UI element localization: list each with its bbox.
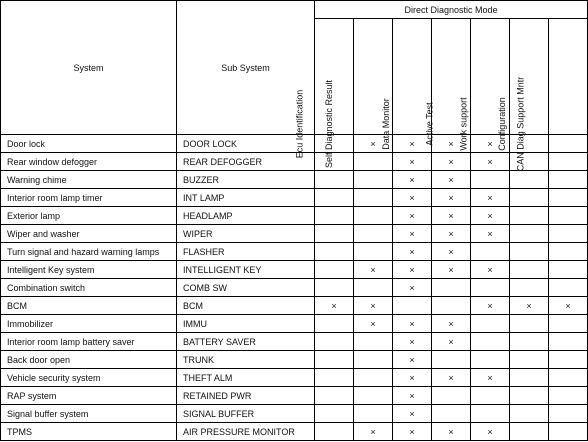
support-mark: × <box>432 261 471 279</box>
empty-cell <box>510 261 549 279</box>
support-mark: × <box>393 405 432 423</box>
system-cell: Door lock <box>1 135 177 153</box>
system-cell: Wiper and washer <box>1 225 177 243</box>
empty-cell <box>510 333 549 351</box>
empty-cell <box>315 135 354 153</box>
system-cell: TPMS <box>1 423 177 441</box>
support-mark: × <box>393 153 432 171</box>
table-row <box>1 279 588 297</box>
mode-header-label: Active Test <box>424 102 435 146</box>
mode-header-label: Ecu Identification <box>294 89 305 159</box>
support-mark: × <box>432 153 471 171</box>
support-mark: × <box>471 207 510 225</box>
empty-cell <box>315 207 354 225</box>
empty-cell <box>393 297 432 315</box>
empty-cell <box>549 171 588 189</box>
sub-system-cell: BUZZER <box>177 171 315 189</box>
empty-cell <box>510 315 549 333</box>
empty-cell <box>471 243 510 261</box>
empty-cell <box>315 423 354 441</box>
empty-cell <box>471 333 510 351</box>
support-mark: × <box>354 297 393 315</box>
table-row <box>1 405 588 423</box>
support-mark: × <box>393 171 432 189</box>
system-cell: Interior room lamp battery saver <box>1 333 177 351</box>
empty-cell <box>549 351 588 369</box>
system-cell: Turn signal and hazard warning lamps <box>1 243 177 261</box>
empty-cell <box>315 243 354 261</box>
empty-cell <box>315 369 354 387</box>
support-mark: × <box>471 153 510 171</box>
sub-system-cell: IMMU <box>177 315 315 333</box>
mode-header-0 <box>294 19 354 159</box>
sub-system-cell: RETAINED PWR <box>177 387 315 405</box>
support-mark: × <box>432 135 471 153</box>
empty-cell <box>510 369 549 387</box>
empty-cell <box>354 189 393 207</box>
empty-cell <box>354 225 393 243</box>
support-mark: × <box>393 423 432 441</box>
system-cell: RAP system <box>1 387 177 405</box>
support-mark: × <box>432 369 471 387</box>
system-cell: BCM <box>1 297 177 315</box>
empty-cell <box>510 279 549 297</box>
support-mark: × <box>471 369 510 387</box>
system-cell: Interior room lamp timer <box>1 189 177 207</box>
empty-cell <box>510 225 549 243</box>
mode-header-label: Data Monitor <box>381 98 392 150</box>
system-cell: Back door open <box>1 351 177 369</box>
empty-cell <box>432 297 471 315</box>
mode-header-label: Configuration <box>497 97 508 151</box>
support-mark: × <box>393 189 432 207</box>
empty-cell <box>354 171 393 189</box>
table-row <box>1 225 588 243</box>
empty-cell <box>315 315 354 333</box>
sub-system-cell: TRUNK <box>177 351 315 369</box>
empty-cell <box>549 207 588 225</box>
support-mark: × <box>432 207 471 225</box>
sub-system-column-header: Sub System <box>177 1 315 135</box>
support-mark: × <box>393 315 432 333</box>
support-mark: × <box>393 279 432 297</box>
table-body <box>1 135 588 441</box>
system-cell: Intelligent Key system <box>1 261 177 279</box>
empty-cell <box>549 261 588 279</box>
empty-cell <box>510 243 549 261</box>
empty-cell <box>549 405 588 423</box>
support-mark: × <box>393 207 432 225</box>
table-row <box>1 189 588 207</box>
mode-header-6 <box>515 19 588 172</box>
empty-cell <box>471 315 510 333</box>
mode-header-label: Self Diagnostic Result <box>323 79 334 169</box>
sub-system-cell: THEFT ALM <box>177 369 315 387</box>
system-cell: Immobilizer <box>1 315 177 333</box>
empty-cell <box>471 279 510 297</box>
empty-cell <box>354 405 393 423</box>
empty-cell <box>549 189 588 207</box>
support-mark: × <box>354 261 393 279</box>
empty-cell <box>315 387 354 405</box>
support-mark: × <box>471 261 510 279</box>
empty-cell <box>432 279 471 297</box>
empty-cell <box>315 171 354 189</box>
support-mark: × <box>471 135 510 153</box>
sub-system-cell: INTELLIGENT KEY <box>177 261 315 279</box>
mode-header-label: Work support <box>458 97 469 151</box>
sub-system-cell: FLASHER <box>177 243 315 261</box>
table-row <box>1 369 588 387</box>
sub-system-cell: DOOR LOCK <box>177 135 315 153</box>
sub-system-cell: HEADLAMP <box>177 207 315 225</box>
system-cell: Vehicle security system <box>1 369 177 387</box>
sub-system-cell: INT LAMP <box>177 189 315 207</box>
system-cell: Rear window defogger <box>1 153 177 171</box>
sub-system-cell: COMB SW <box>177 279 315 297</box>
sub-system-cell: BATTERY SAVER <box>177 333 315 351</box>
empty-cell <box>354 243 393 261</box>
system-cell: Signal buffer system <box>1 405 177 423</box>
empty-cell <box>471 351 510 369</box>
empty-cell <box>315 279 354 297</box>
support-mark: × <box>471 297 510 315</box>
empty-cell <box>510 387 549 405</box>
support-mark: × <box>471 423 510 441</box>
empty-cell <box>549 369 588 387</box>
support-mark: × <box>354 135 393 153</box>
empty-cell <box>315 261 354 279</box>
empty-cell <box>510 171 549 189</box>
support-mark: × <box>432 171 471 189</box>
empty-cell <box>354 333 393 351</box>
support-mark: × <box>393 243 432 261</box>
empty-cell <box>510 405 549 423</box>
empty-cell <box>354 387 393 405</box>
support-mark: × <box>354 315 393 333</box>
table-row <box>1 207 588 225</box>
empty-cell <box>315 405 354 423</box>
empty-cell <box>549 279 588 297</box>
empty-cell <box>354 351 393 369</box>
support-mark: × <box>393 135 432 153</box>
empty-cell <box>354 369 393 387</box>
table-row <box>1 171 588 189</box>
empty-cell <box>315 225 354 243</box>
support-mark: × <box>432 225 471 243</box>
empty-cell <box>315 333 354 351</box>
table-row <box>1 423 588 441</box>
empty-cell <box>432 405 471 423</box>
empty-cell <box>549 423 588 441</box>
table-row <box>1 297 588 315</box>
support-mark: × <box>393 369 432 387</box>
sub-system-cell: AIR PRESSURE MONITOR <box>177 423 315 441</box>
table-row <box>1 261 588 279</box>
empty-cell <box>549 315 588 333</box>
support-mark: × <box>315 297 354 315</box>
empty-cell <box>471 405 510 423</box>
support-mark: × <box>510 297 549 315</box>
system-cell: Combination switch <box>1 279 177 297</box>
empty-cell <box>549 225 588 243</box>
support-mark: × <box>432 423 471 441</box>
table-row <box>1 315 588 333</box>
support-mark: × <box>432 243 471 261</box>
table-row <box>1 351 588 369</box>
empty-cell <box>354 207 393 225</box>
empty-cell <box>432 387 471 405</box>
system-cell: Warning chime <box>1 171 177 189</box>
sub-system-cell: BCM <box>177 297 315 315</box>
empty-cell <box>549 243 588 261</box>
empty-cell <box>549 333 588 351</box>
empty-cell <box>510 423 549 441</box>
empty-cell <box>510 189 549 207</box>
sub-system-cell: REAR DEFOGGER <box>177 153 315 171</box>
support-mark: × <box>354 423 393 441</box>
mode-header-label: CAN Diag Support Mntr <box>515 76 526 172</box>
direct-diagnostic-mode-header: Direct Diagnostic Mode <box>315 1 588 19</box>
header-row-top <box>1 1 588 19</box>
empty-cell <box>432 351 471 369</box>
empty-cell <box>549 387 588 405</box>
empty-cell <box>354 279 393 297</box>
support-mark: × <box>393 387 432 405</box>
support-mark: × <box>471 225 510 243</box>
sub-system-cell: WIPER <box>177 225 315 243</box>
sub-system-cell: SIGNAL BUFFER <box>177 405 315 423</box>
empty-cell <box>510 351 549 369</box>
empty-cell <box>471 387 510 405</box>
empty-cell <box>354 153 393 171</box>
support-mark: × <box>393 261 432 279</box>
empty-cell <box>315 351 354 369</box>
support-mark: × <box>432 189 471 207</box>
support-mark: × <box>549 297 588 315</box>
empty-cell <box>549 135 588 153</box>
support-mark: × <box>471 189 510 207</box>
empty-cell <box>471 171 510 189</box>
support-mark: × <box>393 225 432 243</box>
table-row <box>1 243 588 261</box>
support-mark: × <box>432 333 471 351</box>
empty-cell <box>510 207 549 225</box>
table-row <box>1 387 588 405</box>
empty-cell <box>315 189 354 207</box>
support-mark: × <box>393 351 432 369</box>
empty-cell <box>549 153 588 171</box>
support-mark: × <box>393 333 432 351</box>
table-row <box>1 333 588 351</box>
system-column-header: System <box>1 1 177 135</box>
empty-cell <box>315 153 354 171</box>
system-cell: Exterior lamp <box>1 207 177 225</box>
support-mark: × <box>432 315 471 333</box>
